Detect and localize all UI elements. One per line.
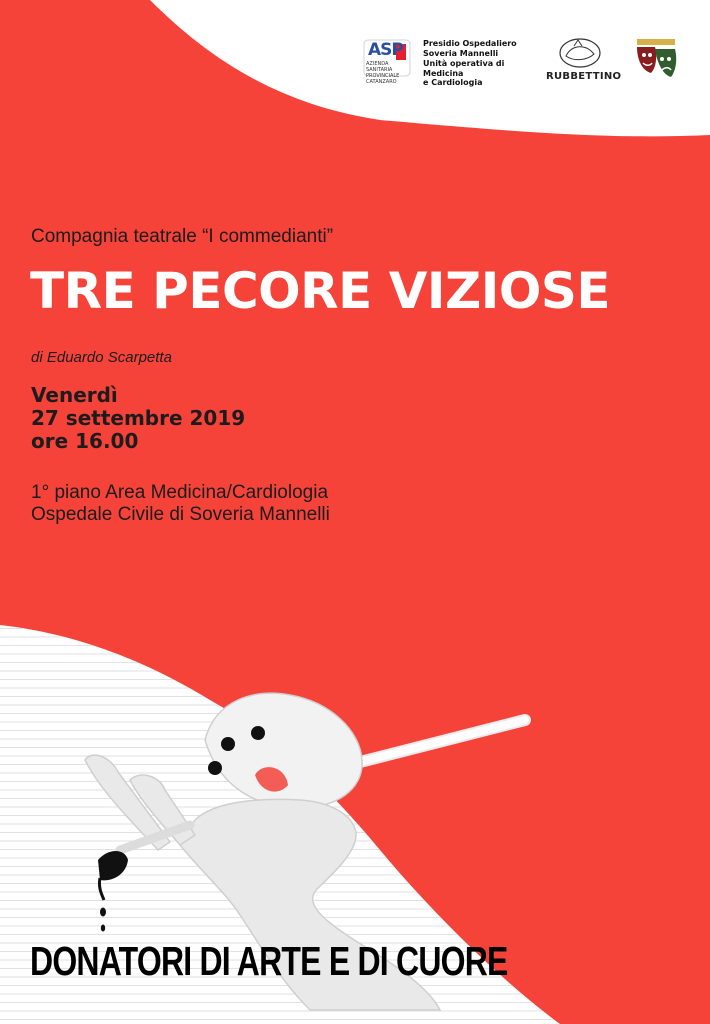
company-name: Compagnia teatrale “I commedianti” xyxy=(31,226,334,247)
presidio-line1: Presidio Ospedaliero xyxy=(423,39,517,48)
event-datetime xyxy=(31,384,245,453)
unita-line2: e Cardiologia xyxy=(423,78,483,87)
play-title: TRE PECORE VIZIOSE xyxy=(30,262,611,320)
unita-line1: Unità operativa di Medicina xyxy=(423,59,505,78)
venue-line1: 1° piano Area Medicina/Cardiologia xyxy=(31,482,329,503)
play-author: di Eduardo Scarpetta xyxy=(31,349,172,366)
presidio-line2: Soveria Mannelli xyxy=(423,48,499,58)
rubbettino-emblem-icon xyxy=(552,36,608,70)
comedy-tragedy-masks-icon xyxy=(631,37,681,81)
asp-logo-text: ASP xyxy=(368,40,403,60)
rubbettino-logo-text: RUBBETTINO xyxy=(546,71,622,82)
event-date: 27 settembre 2019 xyxy=(31,406,246,430)
asp-logo-subtext: AZIENDA SANITARIA PROVINCIALE CATANZARO xyxy=(366,61,400,85)
venue-line2: Ospedale Civile di Soveria Mannelli xyxy=(31,504,330,525)
event-time: ore 16.00 xyxy=(31,429,139,453)
unita-label xyxy=(423,59,543,88)
event-day: Venerdì xyxy=(31,383,118,407)
sponsor-logos xyxy=(0,0,710,130)
presidio-label xyxy=(423,39,543,58)
footer-slogan: DONATORI DI ARTE E DI CUORE xyxy=(30,938,508,984)
event-venue xyxy=(31,482,330,526)
